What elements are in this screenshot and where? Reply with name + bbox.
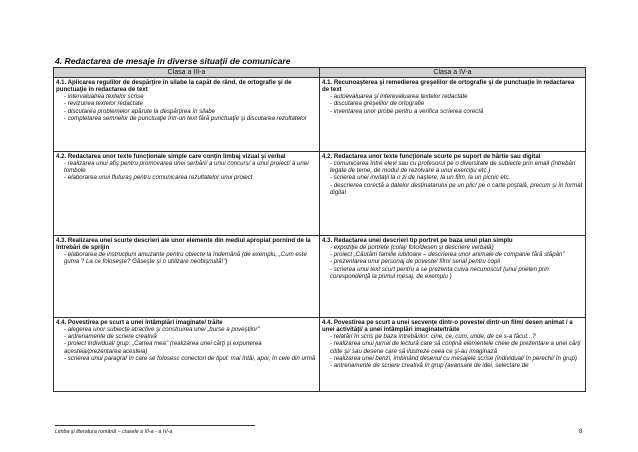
competence-title: 4.2. Redactarea unor texte funcţionale simple care conţin limbaj vizual şi verbal xyxy=(56,152,286,160)
cell-right xyxy=(320,77,586,151)
activity-item: - proiect „Căutăm familie iubitoare – descrierea unor animale de companie fără stăpân" xyxy=(330,251,565,259)
activity-item: - discutarea greşelilor de ortografie xyxy=(330,100,425,108)
activity-item: - elaborarea de instrucţiuni amuzante pentru obiecte la îndemână (de exemplu, „Cum este guma ? La ce foloseşte? Găseşte şi o utilizare neobişnuită!") xyxy=(64,251,307,266)
cell-left xyxy=(54,235,320,317)
activity-item: - realizarea unui jurnal de lectură care să conţină elementele cheie de prezentare a unei cărţi citite şi/ sau desene care să ilustreze ceea ce şi-au imaginază xyxy=(330,340,581,355)
cell-left xyxy=(54,151,320,235)
activity-item: - elaborarea unui fluturaş pentru comunicarea rezultatelor unui proiect xyxy=(64,174,253,182)
activity-item: - completarea semnelor de punctuaţie într-un text fără punctuaţie şi discutarea rezultatelor xyxy=(64,114,307,122)
activity-item: - prezentarea unui personaj de poveste/ film/ serial pentru copii xyxy=(330,258,501,266)
cell-right xyxy=(320,317,586,391)
footer-text: Limba şi literatura română – clasele a III-a - a IV-a xyxy=(55,429,173,435)
cell-left xyxy=(54,77,320,151)
competence-title: 4.1. Recunoaşterea şi remedierea greşelilor de ortografie şi de punctuaţie în redactarea de text xyxy=(322,78,575,93)
activity-item: - discutarea problemelor apărute la despărţirea în silabe xyxy=(64,107,216,115)
table-row xyxy=(54,77,586,151)
section-heading: 4. Redactarea de mesaje în diverse situaţii de comunicare xyxy=(55,56,291,66)
table-header-row xyxy=(54,68,586,78)
activity-item: - scrierea unui paragraf în care se folosesc conectori de tipul: mai întâi, apoi, în cele din urmă xyxy=(64,354,316,362)
activity-item: - alegerea unor subiecte atractive şi construirea unei „burse a poveştilor" xyxy=(64,326,260,333)
activity-item: - inventarea unor probe pentru a verifica scrierea corectă xyxy=(330,107,484,115)
table-row xyxy=(54,151,586,235)
activity-item: - realizarea unei benzi, îmbinând desenul cu mesajele scrise (individual/ în perechi/ în grup) xyxy=(330,354,577,362)
cell-left xyxy=(54,317,320,391)
activity-item: - autoevaluarea şi interevaluarea textelor redactate xyxy=(330,93,468,101)
activity-item: - antrenamente de scriere creativă în grup (avansare de idei, selectare de xyxy=(330,362,529,370)
activity-item: - scrierea unui text scurt pentru a se prezenta cuiva necunoscut (unui prieten prin corespondenţă la primul mesaj, de exemplu ) xyxy=(330,265,549,280)
activity-item: - intervalualrea textelor scrise xyxy=(64,93,144,101)
competence-title: 4.4. Povestirea pe scurt a unei secvenţe dintr-o poveste/ dintr-un film/ desen animat / a unei activităţi/ a unei întâmplări imaginate/trăite xyxy=(322,318,573,333)
page-number: 8 xyxy=(579,429,583,435)
activity-item: - expoziţie de portrete (colaj/ foto/desen şi descriere verbală) xyxy=(330,244,494,251)
table-row xyxy=(54,235,586,317)
activity-item: - antrenamente de scriere creativă xyxy=(64,333,157,341)
activity-item: - comunicarea între elevi sau cu profesorul pe o diversitate de subiecte prin email (întrebări legate de teme, de modul de rezolvare a unui exerciţiu etc.) xyxy=(330,160,576,175)
activity-item: - revizuirea textelor redactate xyxy=(64,100,143,108)
competence-title: 4.4. Povestirea pe scurt a unei întâmplări imaginate/ trăite xyxy=(56,318,223,326)
competence-title: 4.1. Aplicarea regulilor de despărţire în silabe la capăt de rând, de ortografie şi de punctuaţie în redactarea de text xyxy=(56,78,292,93)
curriculum-table xyxy=(53,67,586,392)
cell-right xyxy=(320,151,586,235)
activity-item: - realizarea unui afiş pentru promovarea unei serbări/ a unui concurs/ a unui proiect/ a unei tombole xyxy=(64,160,309,175)
header-clasa-iii: Clasa a III-a xyxy=(54,68,320,78)
activity-item: - proiect individual/ grup: „Cartea mea" (realizarea unei cărţi şi expunerea acesteia/prezentarea acesteia) xyxy=(64,340,262,355)
competence-title: 4.3. Realizarea unei scurte descrieri ale unor elemente din mediul apropiat pornind de la întrebări de sprijin xyxy=(56,236,311,251)
header-clasa-iv: Clasa a IV-a xyxy=(320,68,586,78)
footer-divider xyxy=(55,425,255,426)
activity-item: - relatări în scris pe baza întrebărilor: cine, ce, cum, unde, de ce s-a făcut...? xyxy=(330,333,536,341)
cell-right xyxy=(320,235,586,317)
table-row xyxy=(54,317,586,391)
activity-item: - scrierea unei invitaţii la o zi de naştere, la un film, la un picnic etc. xyxy=(330,174,511,182)
competence-title: 4.2. Redactarea unor texte funcţionale scurte pe suport de hârtie sau digital xyxy=(322,152,541,160)
competence-title: 4.3. Redactarea unei descrieri tip portret pe baza unui plan simplu xyxy=(322,236,513,244)
activity-item: - descrierea corectă a datelor destinatarului pe un plic/ pe o carte poştală, precum şi în format digital xyxy=(330,181,583,196)
